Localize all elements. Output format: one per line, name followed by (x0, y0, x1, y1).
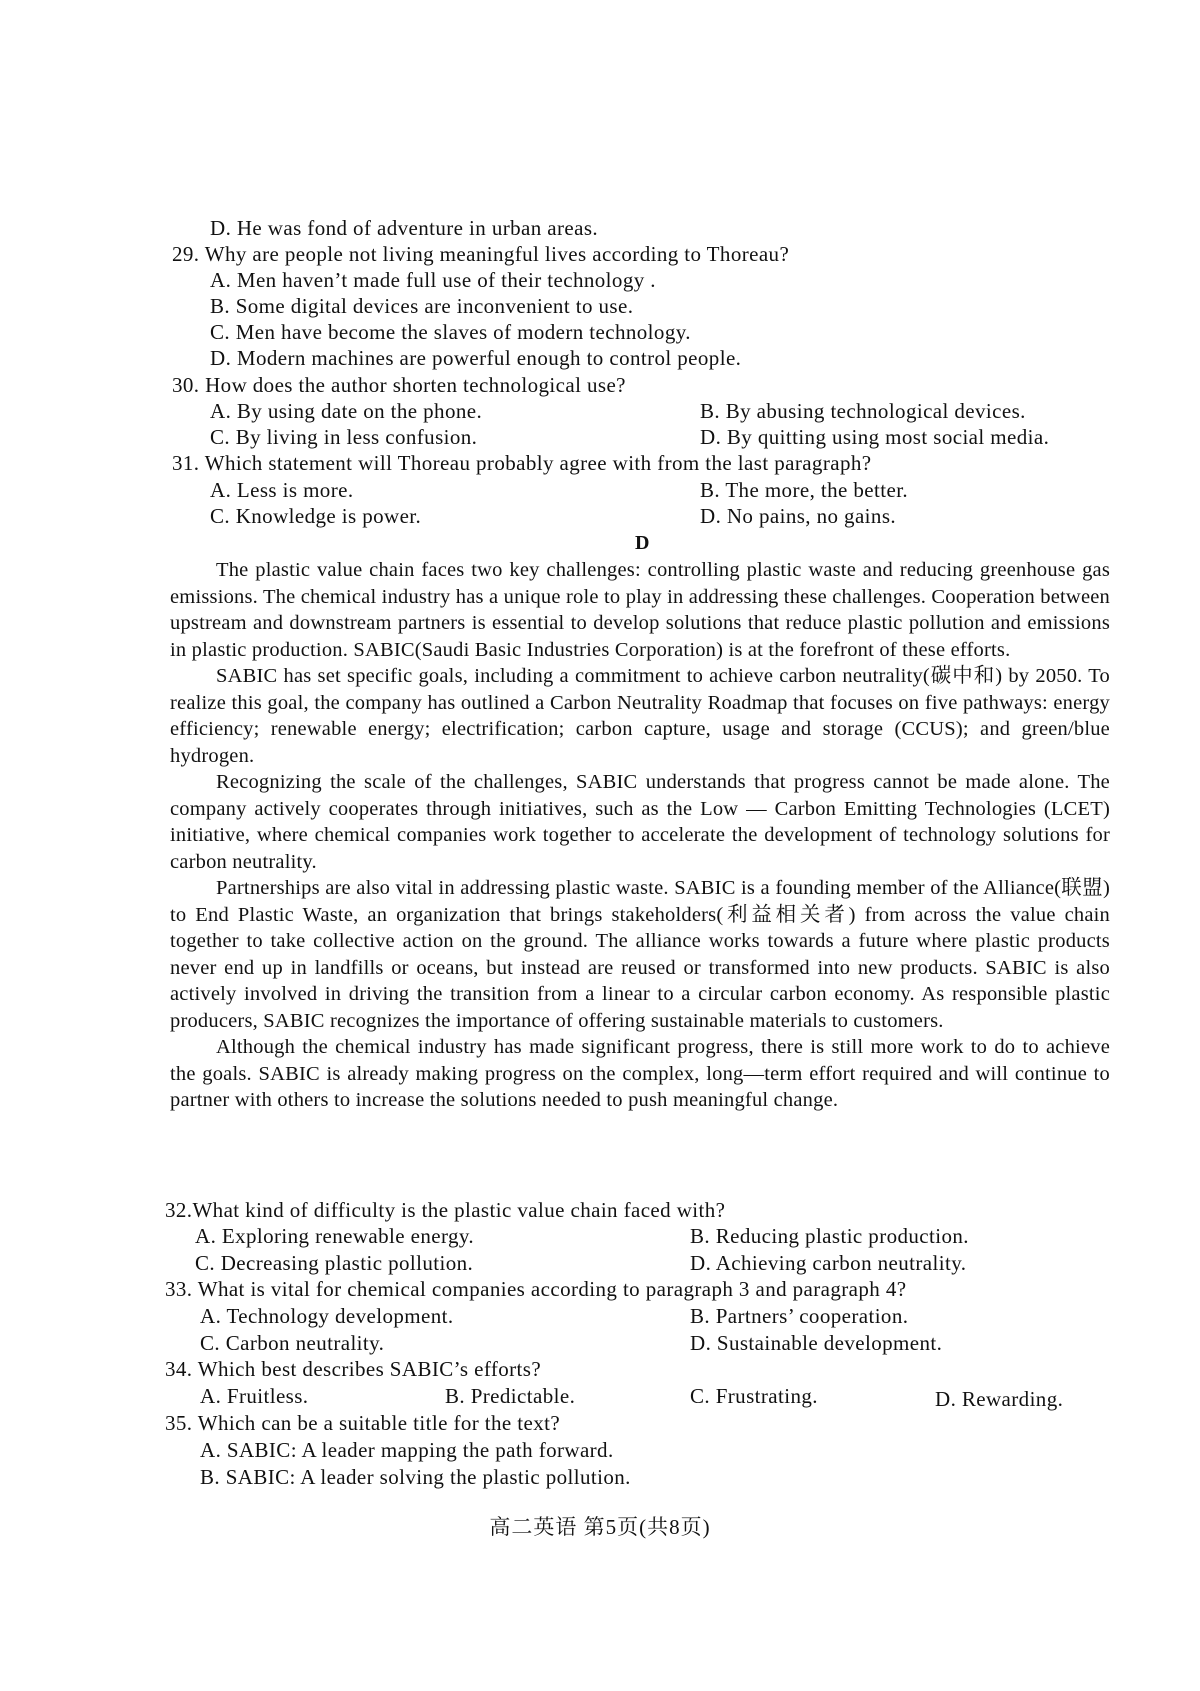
q29-option-a: A. Men haven’t made full use of their technology . (210, 268, 656, 292)
q35-option-b: B. SABIC: A leader solving the plastic pollution. (200, 1465, 631, 1489)
q35-stem: 35. Which can be a suitable title for the text? (165, 1411, 561, 1435)
q33-stem: 33. What is vital for chemical companies according to paragraph 3 and paragraph 4? (165, 1277, 907, 1301)
q31-option-c: C. Knowledge is power. (210, 504, 422, 528)
section-title-d: D (635, 532, 650, 554)
q30-option-b: B. By abusing technological devices. (700, 399, 1026, 423)
passage-paragraph-3: Recognizing the scale of the challenges, SABIC understands that progress cannot be made alone. The company actively cooperates through initiatives, such as the Low — Carbon Emitting Technologies (LCET) initiative, where chemical companies work together to accelerate the development of technology solutions for carbon neutrality. (170, 771, 1110, 873)
q32-option-b: B. Reducing plastic production. (690, 1224, 969, 1248)
q29-option-c: C. Men have become the slaves of modern technology. (210, 320, 691, 344)
q33-option-a: A. Technology development. (200, 1304, 454, 1328)
q30-option-a: A. By using date on the phone. (210, 399, 483, 423)
q34-stem: 34. Which best describes SABIC’s efforts? (165, 1357, 542, 1381)
passage-paragraph-4: Partnerships are also vital in addressing plastic waste. SABIC is a founding member of the Alliance(联盟) to End Plastic Waste, an organization that brings stakeholders(利益相关者) from across the value chain together to take collective action on the ground. The alliance works towards a future where plastic products never end up in landfills or oceans, but instead are reused or transformed into new products. SABIC is also actively involved in driving the transition from a linear to a circular carbon economy. As responsible plastic producers, SABIC recognizes the importance of offering sustainable materials to customers. (170, 877, 1110, 1032)
page-footer: 高二英语 第5页(共8页) (489, 1515, 711, 1539)
q30-stem: 30. How does the author shorten technological use? (172, 373, 626, 397)
q32-stem: 32.What kind of difficulty is the plastic value chain faced with? (165, 1198, 726, 1222)
passage-d (170, 557, 1110, 1114)
q29-stem: 29. Why are people not living meaningful lives according to Thoreau? (172, 242, 790, 266)
q29-option-d: D. Modern machines are powerful enough to control people. (210, 346, 742, 370)
passage-paragraph-2: SABIC has set specific goals, including a commitment to achieve carbon neutrality(碳中和) by 2050. To realize this goal, the company has outlined a Carbon Neutrality Roadmap that focuses on five pathways: energy efficiency; renewable energy; electrification; carbon capture, usage and storage (CCUS); and green/blue hydrogen. (170, 665, 1110, 767)
passage-paragraph-1: The plastic value chain faces two key challenges: controlling plastic waste and reducing greenhouse gas emissions. The chemical industry has a unique role to play in addressing these challenges. Cooperation between upstream and downstream partners is essential to develop solutions that reduce plastic pollution and emissions in plastic production. SABIC(Saudi Basic Industries Corporation) is at the forefront of these efforts. (170, 559, 1110, 661)
q28-option-d: D. He was fond of adventure in urban areas. (210, 216, 599, 240)
q33-option-b: B. Partners’ cooperation. (690, 1304, 909, 1328)
q33-option-d: D. Sustainable development. (690, 1331, 943, 1355)
q31-stem: 31. Which statement will Thoreau probably agree with from the last paragraph? (172, 451, 872, 475)
q31-option-b: B. The more, the better. (700, 478, 909, 502)
q34-option-c: C. Frustrating. (690, 1384, 818, 1408)
q32-option-d: D. Achieving carbon neutrality. (690, 1251, 967, 1275)
q30-option-d: D. By quitting using most social media. (700, 425, 1050, 449)
q35-option-a: A. SABIC: A leader mapping the path forward. (200, 1438, 614, 1462)
q34-option-d: D. Rewarding. (935, 1387, 1064, 1411)
q33-option-c: C. Carbon neutrality. (200, 1331, 385, 1355)
q31-option-a: A. Less is more. (210, 478, 354, 502)
q32-option-a: A. Exploring renewable energy. (195, 1224, 475, 1248)
q34-option-a: A. Fruitless. (200, 1384, 309, 1408)
q29-option-b: B. Some digital devices are inconvenient to use. (210, 294, 634, 318)
q32-option-c: C. Decreasing plastic pollution. (195, 1251, 474, 1275)
q30-option-c: C. By living in less confusion. (210, 425, 478, 449)
passage-paragraph-5: Although the chemical industry has made significant progress, there is still more work to do to achieve the goals. SABIC is already making progress on the complex, long—term effort required and will continue to partner with others to increase the solutions needed to push meaningful change. (170, 1036, 1110, 1111)
q34-option-b: B. Predictable. (445, 1384, 576, 1408)
q31-option-d: D. No pains, no gains. (700, 504, 897, 528)
